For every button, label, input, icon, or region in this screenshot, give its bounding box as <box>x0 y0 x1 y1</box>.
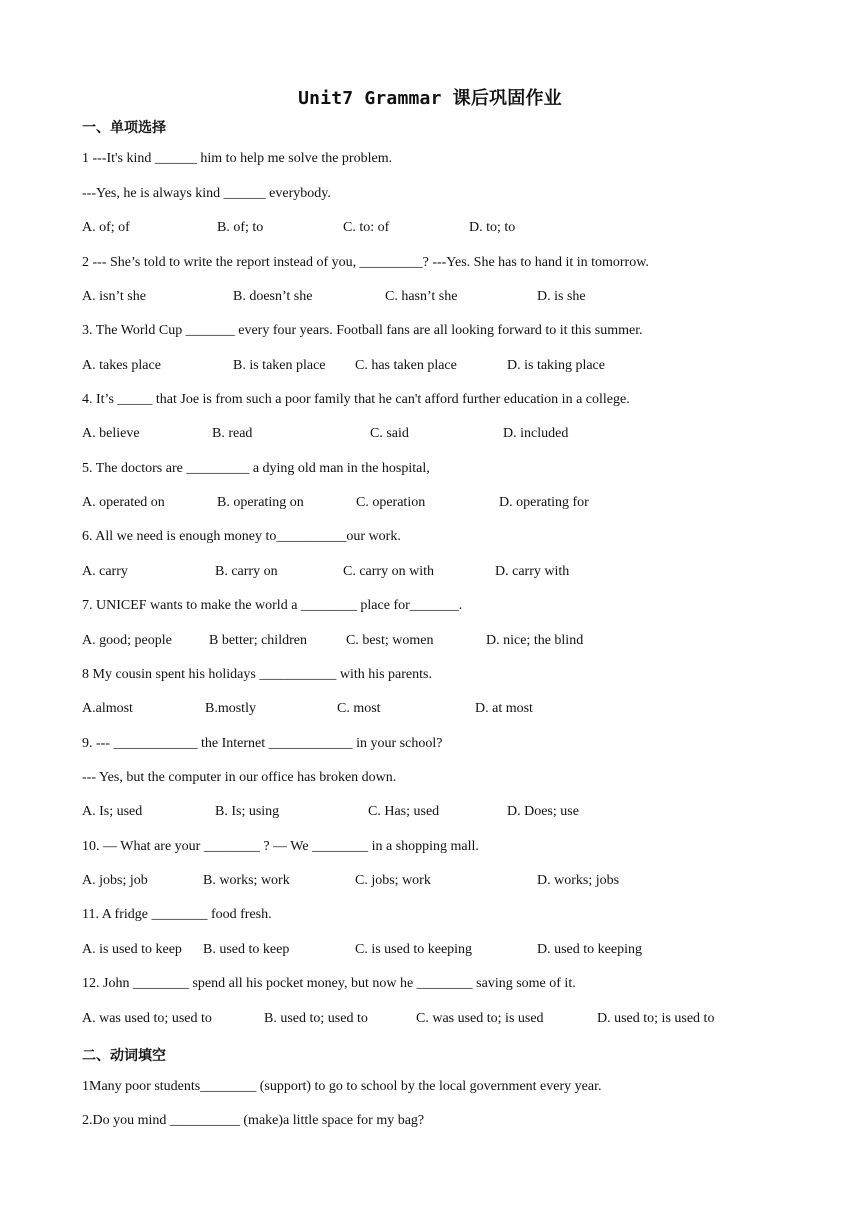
q11-option-b: B. used to keep <box>203 942 290 957</box>
q7-option-b: B better; children <box>209 633 307 648</box>
page-title: Unit7 Grammar 课后巩固作业 <box>298 88 562 109</box>
q6-option-d: D. carry with <box>495 564 570 579</box>
q1-option-c: C. to: of <box>343 220 390 235</box>
q9-option-d: D. Does; use <box>507 804 579 819</box>
q3-option-c: C. has taken place <box>355 358 457 373</box>
question-9-line-1: 9. --- ____________ the Internet ____________ in your school? <box>82 736 443 751</box>
q8-option-a: A.almost <box>82 701 133 716</box>
question-1-line-2: ---Yes, he is always kind ______ everybody. <box>82 186 331 201</box>
q4-option-d: D. included <box>503 426 569 441</box>
q6-option-c: C. carry on with <box>343 564 434 579</box>
q12-option-d: D. used to; is used to <box>597 1011 715 1026</box>
fill-question-1: 1Many poor students________ (support) to go to school by the local government every year. <box>82 1079 602 1094</box>
q4-option-a: A. believe <box>82 426 140 441</box>
q10-option-a: A. jobs; job <box>82 873 148 888</box>
q5-option-d: D. operating for <box>499 495 589 510</box>
q6-option-b: B. carry on <box>215 564 278 579</box>
question-6: 6. All we need is enough money to__________our work. <box>82 529 401 544</box>
q11-option-a: A. is used to keep <box>82 942 182 957</box>
q8-option-d: D. at most <box>475 701 533 716</box>
q2-option-b: B. doesn’t she <box>233 289 313 304</box>
question-2: 2 --- She’s told to write the report instead of you, _________? ---Yes. She has to hand it in tomorrow. <box>82 255 649 270</box>
q3-option-b: B. is taken place <box>233 358 326 373</box>
q1-option-d: D. to; to <box>469 220 516 235</box>
question-10: 10. — What are your ________ ? — We ________ in a shopping mall. <box>82 839 479 854</box>
q11-option-c: C. is used to keeping <box>355 942 473 957</box>
question-8: 8 My cousin spent his holidays ___________ with his parents. <box>82 667 432 682</box>
q9-option-a: A. Is; used <box>82 804 143 819</box>
q2-option-c: C. hasn’t she <box>385 289 458 304</box>
section-heading-verb-fill: 二、动词填空 <box>82 1048 166 1064</box>
q2-option-a: A. isn’t she <box>82 289 146 304</box>
q9-option-c: C. Has; used <box>368 804 440 819</box>
question-12: 12. John ________ spend all his pocket money, but now he ________ saving some of it. <box>82 976 576 991</box>
question-11: 11. A fridge ________ food fresh. <box>82 907 272 922</box>
q4-option-b: B. read <box>212 426 253 441</box>
q2-option-d: D. is she <box>537 289 586 304</box>
q10-option-d: D. works; jobs <box>537 873 620 888</box>
question-3: 3. The World Cup _______ every four years. Football fans are all looking forward to it this summer. <box>82 323 643 338</box>
question-5: 5. The doctors are _________ a dying old man in the hospital, <box>82 461 430 476</box>
fill-question-2: 2.Do you mind __________ (make)a little space for my bag? <box>82 1113 425 1128</box>
question-7: 7. UNICEF wants to make the world a ________ place for_______. <box>82 598 463 613</box>
q1-option-b: B. of; to <box>217 220 264 235</box>
q4-option-c: C. said <box>370 426 409 441</box>
q9-option-b: B. Is; using <box>215 804 280 819</box>
q3-option-a: A. takes place <box>82 358 161 373</box>
q8-option-b: B.mostly <box>205 701 256 716</box>
q12-option-c: C. was used to; is used <box>416 1011 544 1026</box>
question-9-line-2: --- Yes, but the computer in our office has broken down. <box>82 770 397 785</box>
q5-option-c: C. operation <box>356 495 426 510</box>
q11-option-d: D. used to keeping <box>537 942 642 957</box>
section-heading-single-choice: 一、单项选择 <box>82 120 166 136</box>
q10-option-c: C. jobs; work <box>355 873 431 888</box>
q12-option-b: B. used to; used to <box>264 1011 368 1026</box>
q12-option-a: A. was used to; used to <box>82 1011 212 1026</box>
q5-option-b: B. operating on <box>217 495 304 510</box>
q8-option-c: C. most <box>337 701 381 716</box>
q3-option-d: D. is taking place <box>507 358 605 373</box>
question-4: 4. It’s _____ that Joe is from such a poor family that he can't afford further education in a college. <box>82 392 630 407</box>
q7-option-d: D. nice; the blind <box>486 633 584 648</box>
q5-option-a: A. operated on <box>82 495 165 510</box>
q6-option-a: A. carry <box>82 564 128 579</box>
q7-option-a: A. good; people <box>82 633 172 648</box>
q1-option-a: A. of; of <box>82 220 130 235</box>
question-1-line-1: 1 ---It's kind ______ him to help me solve the problem. <box>82 151 393 166</box>
q7-option-c: C. best; women <box>346 633 434 648</box>
q10-option-b: B. works; work <box>203 873 290 888</box>
